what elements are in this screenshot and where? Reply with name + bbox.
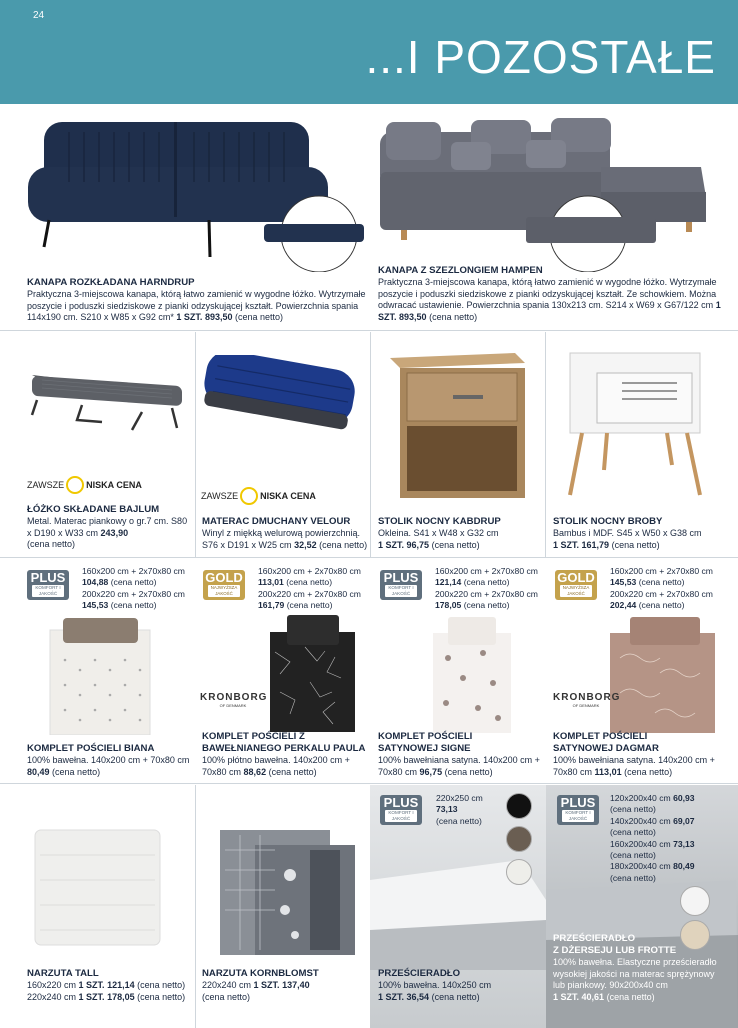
frotte-block [553,933,725,1003]
paula-bedding-image [265,612,360,734]
hampen-block [378,265,723,323]
signe-price-box: 160x200 cm + 2x70x80 cm 121,14 (cena netto) 200x220 cm + 2x70x80 cm 178,05 (cena netto) [435,566,538,611]
product-desc: Winyl z miękką welurową powierzchnią. S76 x D191 x W25 cm 32,52 (cena netto) [202,528,368,550]
przescieradlo-plus-badge: PLUS KOMFORT I JAKOŚĆ [380,795,422,825]
bajlum-bed-image [22,360,187,440]
broby-table-image [562,345,712,505]
color-swatch-black[interactable] [506,793,532,819]
product-desc: 100% płótno bawełna. 140x200 cm + 70x80 cm 88,62 (cena netto) [202,755,350,777]
dagmar-block [553,731,725,778]
divider [545,332,546,557]
product-name: PRZEŚCIERADŁO Z DŻERSEJU LUB FROTTE [553,933,677,956]
biana-bedding-image [45,615,155,735]
divider [195,332,196,557]
paula-kronborg-logo: KRONBORG OF DENMARK [200,692,268,708]
product-name: KOMPLET POŚCIELI Z BAWEŁNIANEGO PERKALU PAULA [202,731,366,754]
divider [0,330,738,331]
harndrup-sofa-image [24,112,364,272]
paula-price-box: 160x200 cm + 2x70x80 cm 113,01 (cena netto) 200x220 cm + 2x70x80 cm 161,79 (cena netto) [258,566,361,611]
bajlum-block [27,504,192,551]
product-desc: Metal. Materac piankowy o gr.7 cm. S80 x D190 x W33 cm 243,90 (cena netto) [27,516,188,550]
product-name: STOLIK NOCNY KABDRUP [378,516,501,527]
product-name: KOMPLET POŚCIELI SATYNOWEJ SIGNE [378,731,473,754]
product-desc: Okleina. S41 x W48 x G32 cm 1 SZT. 96,75 (cena netto) [378,528,499,550]
paula-gold-badge: GOLD NAJWYŻSZA JAKOŚĆ [203,570,245,600]
dagmar-kronborg-logo: KRONBORG OF DENMARK [553,692,621,708]
color-swatch-brown[interactable] [506,826,532,852]
product-desc: 100% bawełniana satyna. 140x200 cm + 70x80 cm 113,01 (cena netto) [553,755,715,777]
product-name: NARZUTA TALL [27,968,99,979]
product-name: KOMPLET POŚCIELI BIANA [27,743,155,754]
biana-block [27,743,197,778]
product-desc: 100% bawełna. 140x250 cm 1 SZT. 36,54 (cena netto) [378,980,492,1002]
divider [370,332,371,557]
divider [0,783,738,784]
product-name: KOMPLET POŚCIELI SATYNOWEJ DAGMAR [553,731,659,754]
page-header [0,0,738,104]
signe-plus-badge: PLUS KOMFORT I JAKOŚĆ [380,570,422,600]
product-name: KANAPA ROZKŁADANA HARNDRUP [27,277,195,288]
dagmar-gold-badge: GOLD NAJWYŻSZA JAKOŚĆ [555,570,597,600]
product-desc: Bambus i MDF. S45 x W50 x G38 cm 1 SZT. 161,79 (cena netto) [553,528,702,550]
frotte-price-box: 120x200x40 cm 60,93 (cena netto) 140x200x40 cm 69,07 (cena netto) 160x200x40 cm 73,13 (cena netto) 180x200x40 cm 80,49 (cena netto) [610,793,695,883]
product-desc: 220x240 cm 1 SZT. 137,40 (cena netto) [202,980,310,1002]
kabdrup-table-image [385,348,530,503]
przescieradlo-price-box: 220x250 cm 73,13 (cena netto) [436,793,483,826]
product-name: MATERAC DMUCHANY VELOUR [202,516,351,527]
hampen-sofa-image [376,112,721,272]
velour-block [202,516,370,551]
velour-mattress-image [200,355,360,435]
product-desc: 100% bawełna. Elastyczne prześcieradło wysokiej jakości na materac sprężynowy lub piankowy. 90x200x40 cm 1 SZT. 40,61 (cena netto) [553,957,717,1002]
tall-block [27,968,197,1003]
product-name: KANAPA Z SZEZLONGIEM HAMPEN [378,265,543,276]
signe-block [378,731,548,778]
product-desc: Praktyczna 3-miejscowa kanapa, którą łatwo zamienić w wygodne łóżko. Wytrzymałe poszycie i poduszki siedziskowe z pianki odzyskującej kształt. Ze schowkiem. Można odwracać ustawienie. Powierzchnia spania 130x213 cm. S214 x W69 x G67/122 cm 1 SZT. 893,50 (cena netto) [378,277,721,322]
product-name: STOLIK NOCNY BROBY [553,516,663,527]
frotte-plus-badge: PLUS KOMFORT I JAKOŚĆ [557,795,599,825]
color-swatch-white[interactable] [506,859,532,885]
kornblomst-block [202,968,372,1003]
product-desc: 100% bawełniana satyna. 140x200 cm + 70x80 cm 96,75 (cena netto) [378,755,540,777]
divider [0,557,738,558]
color-swatch-white[interactable] [680,886,710,916]
product-name: ŁÓŻKO SKŁADANE BAJLUM [27,504,160,515]
broby-block [553,516,721,551]
kabdrup-block [378,516,543,551]
biana-price-box: 160x200 cm + 2x70x80 cm 104,88 (cena netto) 200x220 cm + 2x70x80 cm 145,53 (cena netto) [82,566,185,611]
tall-throw-image [30,825,165,950]
dagmar-price-box: 160x200 cm + 2x70x80 cm 145,53 (cena netto) 200x220 cm + 2x70x80 cm 202,44 (cena netto) [610,566,713,611]
product-desc: 160x220 cm 1 SZT. 121,14 (cena netto) 220x240 cm 1 SZT. 178,05 (cena netto) [27,980,186,1002]
przescieradlo-block [378,968,543,1003]
product-name: NARZUTA KORNBLOMST [202,968,319,979]
dagmar-bedding-image [605,613,720,733]
biana-plus-badge: PLUS KOMFORT I JAKOŚĆ [27,570,69,600]
page-title: ...I POZOSTAŁE [365,31,716,83]
signe-bedding-image [428,613,513,733]
velour-low-price-badge: ZAWSZE NISKA CENA [201,487,316,505]
product-desc: Praktyczna 3-miejscowa kanapa, którą łatwo zamienić w wygodne łóżko. Wytrzymałe poszycie i poduszki siedziskowe z pianki odzyskującej kształt. Powierzchnia spania 114x190 cm. S210 x W85 x G92 cm* 1 SZT. 893,50 (cena netto) [27,289,366,323]
harndrup-block [27,277,367,324]
paula-block [202,731,372,778]
page-number: 24 [33,10,45,21]
bajlum-low-price-badge: ZAWSZE NISKA CENA [27,476,142,494]
kornblomst-throw-image [215,825,365,960]
product-name: PRZEŚCIERADŁO [378,968,461,979]
product-desc: 100% bawełna. 140x200 cm + 70x80 cm 80,49 (cena netto) [27,755,190,777]
